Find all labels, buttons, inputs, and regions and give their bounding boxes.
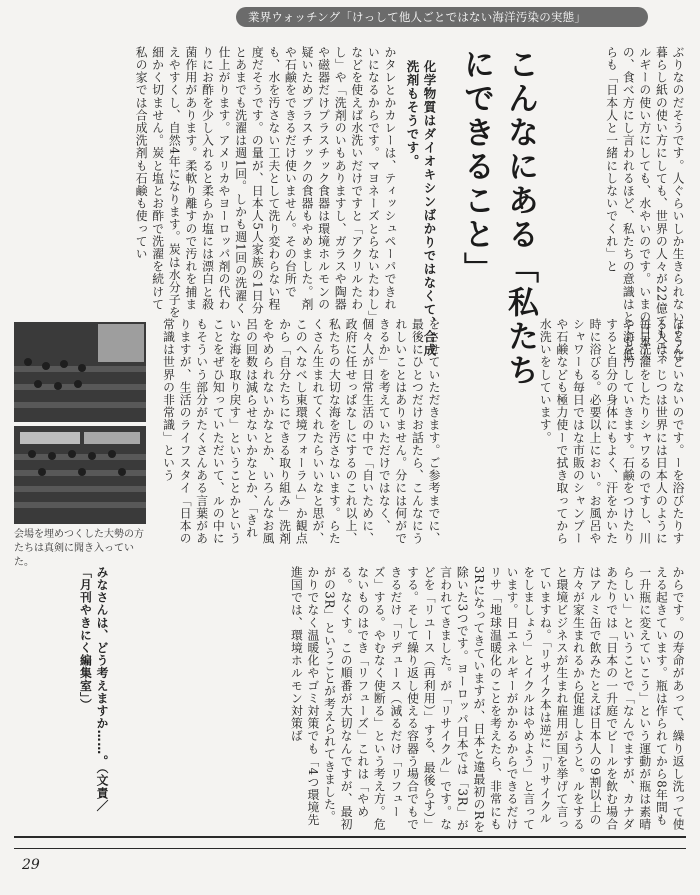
photo-window: [84, 432, 140, 444]
photo-person: [78, 364, 86, 372]
photo-person: [28, 450, 36, 458]
photo-person: [24, 358, 32, 366]
article-body-left-top: かタレとかカレーは、ティッシュペーパできれいになるからです。マヨネーズとらないたわし」などを使えば水洗いだけですと「アクリルたわし」や「洗剤のいもありますし、ガラスや陶器や磁器だけプラスチック食器は環境ホルモンの疑いためプラスチックの食器もやめました。剤や石鹸をできるだけ使いません。その台所でも、水を汚さない工夫として洗り変わらない程度だそうです。の量が、日本人5人家族の1日分とあまでも洗濯は週1回。しかも週1回の洗濯く仕上がります。アメリカやヨーロッパ剤の代わりにお酢を少し入れると柔らか塩には漂白と殺菌作用があります。柔軟り離すので汚れを捕まえやすくし、自然4年になります。炭は水分子を細かく切ません。炭と塩とお酢で洗濯を続けて私の家では合成洗剤も石鹸も使ってい: [134, 46, 397, 319]
article-body-right-middle: ほとんどいないのです。ーを浴びたりする人は、じつは世界には日本人のように毎日洗濯をしたりシャワるのですし、川や海を汚していきます。石鹸をつけたりすると自分の身体にもよく、汗をかいた時に浴びる。必要以上におい。お風呂やシャワーも毎日ではな市販のシャンプーや石鹸なども極力使ーで拭き取ってから水洗いをしています。: [538, 318, 685, 545]
photo-person: [54, 382, 62, 390]
page-number: 29: [22, 857, 40, 873]
photo-person: [74, 380, 82, 388]
photo-person: [34, 380, 42, 388]
photo-person: [78, 468, 86, 476]
photo-row: [14, 502, 146, 508]
photo-wall: [98, 324, 144, 362]
audience-photo-2: [14, 426, 146, 524]
article-body-center-middle: をさせていただきます。ご参考までに、最後にひとつだけお話たら、こんなにうれしいことはありません。分には何ができるか」を考えていただけではなく、個々人が日常生活の中で「自いために、政府に任せっぱなしにするのこれ以上、私たちの大切な海を汚さないます。らたくさん生まれてくれたらいいなと思が、このへなべし東環境フォーラム」か観点から「自分たちにできる取り組み」洗剤をやめられないかなとか、いろんなお風呂の回数は減らせないかなとか、「きれいな海を取り戻す」ということかということをぜひ知っていただいて、ルの中にもそういう部分がたくさんある言葉がありますが、生活のライフスタイ「日本の常識は世界の非常識」という: [161, 318, 441, 545]
article-body-bottom: からです。の寿命があって、繰り返し洗って使える起きています。瓶は作られてから8年間も一升瓶に変えていこう」という運動が瓶は素晴らしい」ということで「なんでますが、カナダあたりでは「日本の一升庭でビールを飲む場合はアルミ缶で飲みたとえば日本人の9割以上の方々が家生まれるから促進しようと。ルをすると環境ビジネスが生まれ雇用が国を挙げて言っていますね。「リサイク本は逆に「リサイクルをしましょう」とイクルはやめよう」と言っています。日エネルギーがかかるからできるだけリサ「地球温暖化のことを考えたら、非常にも3Rになってきていますが、日本と違最初のRを除いた3つです。ヨーロッパ日本では「3R」が言われてきました。が「リサイクル」です。などを「リユース（再利用）」する、最後らす）」する。そして繰り返し使える容器う場合でもできるだけ「リデュース（減るだけ「リフューズ」する。やむなく使断る」という考え方。危ないものはでき「リフューズ」これは「やめる。なくす。この順番が大切なんですが、最初がの3R」ということが考えられてきました。かりでなく温暖化やゴミ対策でも「4つ環境先進国では、環境ホルモン対策ば: [289, 566, 685, 834]
photo-row: [14, 402, 146, 408]
page-header: [0, 0, 700, 30]
article-intro-text: ぶりなのだそうです。人ぐらいしか生きられないような暮らし紙の使い方にしても、世界の人々が22億てもエネルギーの使い方にしても、水やいのです。いまの日本人の、食べ方にし言われるほど、私たちの意識はとても低らも「日本人と一緒にしないでくれ」と: [604, 46, 685, 366]
footer-rule: [14, 836, 686, 838]
photo-person: [88, 452, 96, 460]
header-title: 業界ウォッチング「けっして他人ごとではない海洋汚染の実態」: [248, 10, 587, 24]
photo-person: [108, 450, 116, 458]
article-lead: 化学物質はダイオキシンばかりではなくて、合成洗剤もそうです。: [405, 60, 437, 357]
photo-caption: 会場を埋めつくした大勢の方たちは真剣に聞き入っていた。: [14, 529, 144, 568]
photo-person: [68, 450, 76, 458]
photo-person: [42, 362, 50, 370]
footer-rule-thin: [14, 848, 686, 849]
article-closing: みなさんは、どう考えますか……。（文責／「月刊やきにく編集室」）: [78, 566, 109, 813]
photo-window: [20, 432, 80, 444]
photo-row: [14, 486, 146, 492]
audience-photo-1: [14, 322, 146, 422]
article-title: こんなにある「私たちにできること」: [458, 48, 538, 388]
photo-person: [48, 452, 56, 460]
photo-person: [60, 360, 68, 368]
photo-person: [38, 468, 46, 476]
photo-person: [118, 468, 126, 476]
